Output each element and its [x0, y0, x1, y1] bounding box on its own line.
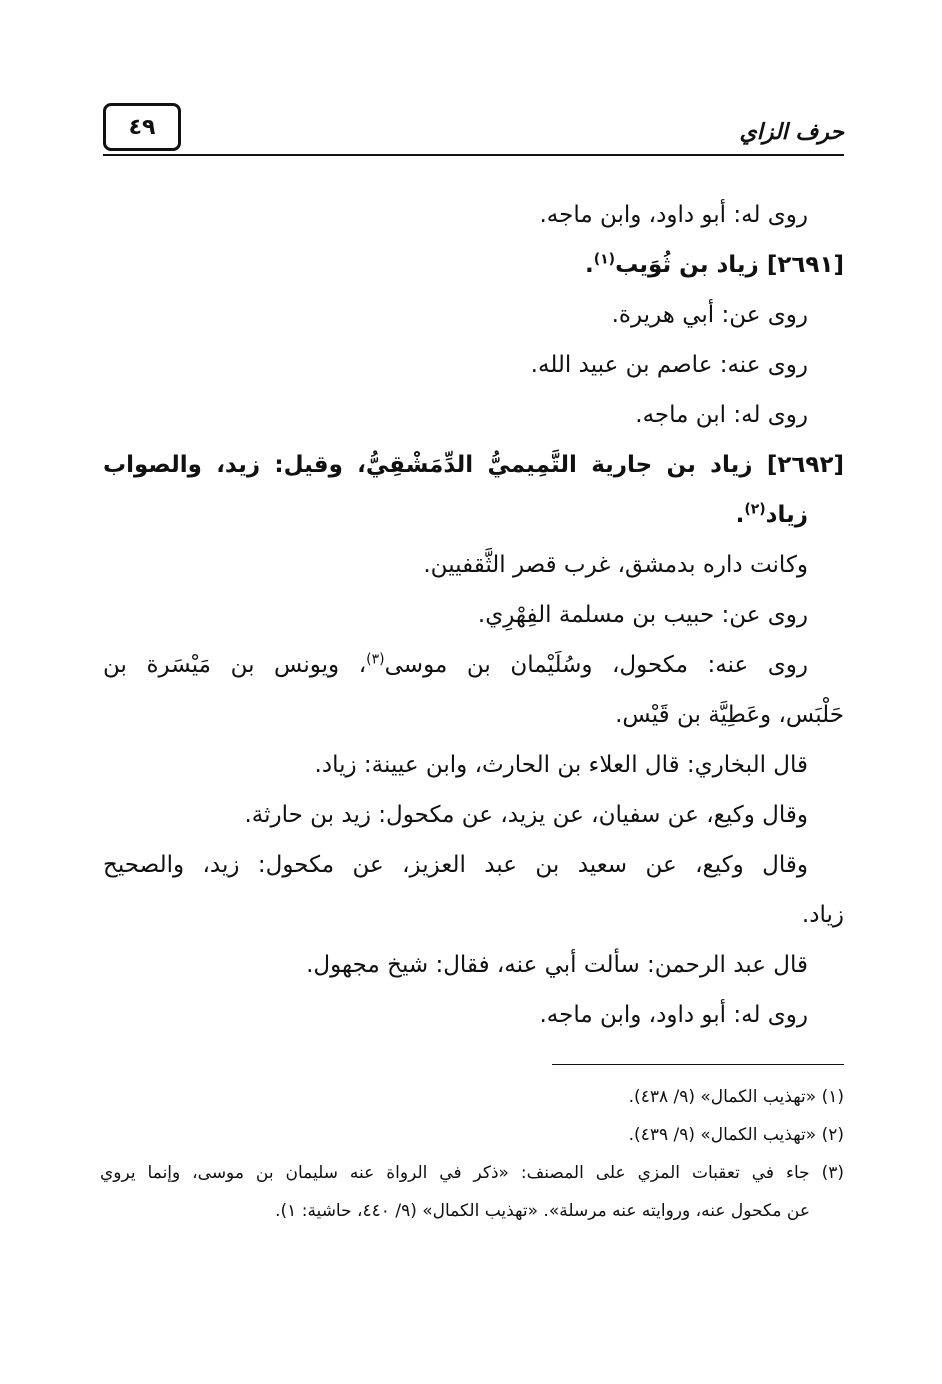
entry-name: زياد	[765, 502, 808, 528]
line-text: وقال وكيع، عن سفيان، عن يزيد، عن مكحول: زيد بن حارثة.	[244, 802, 808, 828]
footnote-3-continuation: عن مكحول عنه، وروايته عنه مرسلة». «تهذيب الكمال» (٩/ ٤٤٠، حاشية: ١).	[275, 1201, 810, 1221]
entry-number: [٢٦٩١]	[766, 252, 844, 278]
entry-name: زياد بن جارية التَّمِيميُّ الدِّمَشْقِيُّ، وقيل: زيد، والصواب	[103, 452, 753, 478]
line-text: زياد.	[801, 902, 844, 928]
entry-heading	[103, 240, 844, 290]
text-line	[103, 190, 844, 240]
page-number	[103, 103, 181, 151]
text-line	[103, 340, 844, 390]
line-text: حَلْبَس، وعَطِيَّة بن قَيْس.	[615, 702, 844, 728]
footnote-2: (٢) «تهذيب الكمال» (٩/ ٤٣٩).	[628, 1125, 844, 1145]
header-divider	[103, 154, 844, 156]
main-text	[103, 190, 844, 1040]
line-text: قال البخاري: قال العلاء بن الحارث، وابن عيينة: زياد.	[314, 752, 808, 778]
entry-heading-cont	[103, 490, 844, 540]
text-line	[103, 890, 844, 940]
text-line	[103, 940, 844, 990]
text-line	[103, 840, 844, 890]
line-text: وكانت داره بدمشق، غرب قصر الثَّقفيين.	[423, 552, 808, 578]
entry-name: زياد بن ثُوَيب	[615, 252, 759, 278]
text-line	[103, 990, 844, 1040]
text-line	[103, 590, 844, 640]
line-text: قال عبد الرحمن: سألت أبي عنه، فقال: شيخ مجهول.	[306, 952, 808, 978]
text-line	[103, 290, 844, 340]
page-number-text: ٤٩	[128, 114, 156, 140]
line-text: روى عنه: مكحول، وسُلَيْمان بن موسى	[384, 652, 808, 678]
entry-heading	[103, 440, 844, 490]
footnote-1: (١) «تهذيب الكمال» (٩/ ٤٣٨).	[628, 1087, 844, 1107]
text-line	[103, 690, 844, 740]
line-text: وقال وكيع، عن سعيد بن عبد العزيز، عن مكحول: زيد، والصحيح	[103, 852, 808, 878]
line-text: ، ويونس بن مَيْسَرة بن	[103, 652, 367, 678]
footnote-3: (٣) جاء في تعقبات المزي على المصنف: «ذكر في الرواة عنه سليمان بن موسى، وإنما يروي	[100, 1163, 844, 1183]
text-line	[103, 540, 844, 590]
text-line	[103, 640, 844, 690]
text-line	[103, 390, 844, 440]
running-head: حرف الزاي	[739, 120, 844, 145]
punctuation: .	[584, 252, 594, 278]
punctuation: .	[735, 502, 745, 528]
line-text: روى له: ابن ماجه.	[635, 402, 808, 428]
line-text: روى عن: أبي هريرة.	[611, 302, 808, 328]
text-line	[103, 790, 844, 840]
entry-number: [٢٦٩٢]	[766, 452, 844, 478]
line-text: روى له: أبو داود، وابن ماجه.	[539, 202, 808, 228]
text-line	[103, 740, 844, 790]
line-text: روى عنه: عاصم بن عبيد الله.	[530, 352, 808, 378]
footnote-divider	[552, 1064, 844, 1065]
footnote-ref: (٣)	[366, 651, 385, 668]
footnotes	[100, 1078, 844, 1230]
line-text: روى له: أبو داود، وابن ماجه.	[539, 1002, 808, 1028]
footnote-ref: (١)	[593, 251, 616, 268]
footnote-ref: (٢)	[744, 501, 766, 518]
line-text: روى عن: حبيب بن مسلمة الفِهْرِي.	[477, 602, 808, 628]
